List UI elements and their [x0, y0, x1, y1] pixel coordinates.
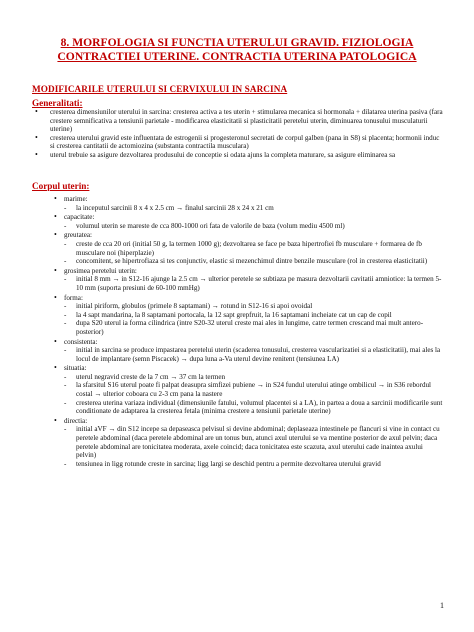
sub-item: - concomitent, se hipertrofiaza si tes conjunctiv, elastic si mezenchimul dintre benzile musculare (rol in cresterea elasticitatii) [32, 257, 444, 266]
list-item: • grosimea peretelui uterin: [32, 267, 444, 276]
sub-item: - cresterea uterina variaza individual (dimensiunile fatului, volumul placentei si a LA), in partea a doua a sarcinii modificarile sunt conditionate de adaptarea la cresterea fetala (minima crestere a tensiunii parietale uterine) [32, 399, 444, 416]
list-item: • cresterea uterului gravid este influentata de estrogenii si progesteronul secretati de corpul galben (pana in S8) si placenta; hormonii induc si cresterea cantitatii de actomiozina (substanta contractila musculara) [32, 134, 444, 151]
section-heading-modificari: MODIFICARILE UTERULUI SI CERVIXULUI IN SARCINA [32, 84, 288, 94]
list-item: • consistenta: [32, 338, 444, 347]
corpul-uterin-list [32, 194, 444, 468]
sub-item: - uterul negravid creste de la 7 cm → 37 cm la termen [32, 373, 444, 382]
list-item: • cresterea dimensiunilor uterului in sarcina: cresterea activa a tes uterin + stimularea mecanica si hormonala + dilatarea uterina pasiva (fara crestere semnificativa a tensiunii parietale - modificarea elasticitatii si plasticitatii peretelui uterin, diminuarea tonusului musculaturii uterine) [32, 108, 444, 134]
sub-item: - initial piriform, globulos (primele 8 saptamani) → rotund in S12-16 si apoi ovoidal [32, 302, 444, 311]
sub-item: - initial aVF → din S12 incepe sa depaseasca pelvisul si devine abdominal; deplaseaza intestinele pe flancuri si vine in contact cu peretele abdominal (daca peretele abdominal are un tonus bun, atunci axul uterului se va mentine posterior de axul pelvin; daca peretele abdominal are tonicitatea moderata, axele coincid; daca tonicitatea este scazuta, axul uterului cade inaintea axului pelvin) [32, 425, 444, 459]
sub-item: - creste de cca 20 ori (initial 50 g, la termen 1000 g); dezvoltarea se face pe baza hipertrofiei fb musculare + formarea de fb musculare noi (hiperplazie) [32, 240, 444, 257]
sub-item: - la inceputul sarcinii 8 x 4 x 2.5 cm → finalul sarcinii 28 x 24 x 21 cm [32, 204, 444, 213]
list-item: • uterul trebuie sa asigure dezvoltarea produsului de conceptie si odata ajuns la completa maturare, sa asigure eliminarea sa [32, 151, 444, 160]
page-title: 8. MORFOLOGIA SI FUNCTIA UTERULUI GRAVID. FIZIOLOGIA CONTRACTIEI UTERINE. CONTRACTIA UTERINA PATOLOGICA [57, 36, 417, 63]
page-number: 1 [440, 601, 444, 610]
sub-item: - initial 8 mm → in S12-16 ajunge la 2.5 cm → ulterior peretele se subtiaza pe masura dezvoltarii cavitatii amniotice: la termen 5-10 mm (suporta presiuni de 60-100 mmHg) [32, 275, 444, 292]
list-item: • forma: [32, 294, 444, 303]
sub-item: - volumul uterin se mareste de cca 800-1000 ori fata de valorile de baza (volum mediu 4500 ml) [32, 222, 444, 231]
list-item: • directia: [32, 417, 444, 426]
list-item: • situatia: [32, 364, 444, 373]
section-heading-corpul-uterin: Corpul uterin: [32, 181, 90, 191]
sub-item: - dupa S20 uterul ia forma cilindrica (intre S20-32 uterul creste mai ales in lungime, catre termen crescand mai mult antero-posterior) [32, 319, 444, 336]
list-item: • capacitate: [32, 213, 444, 222]
sub-item: - tensiunea in ligg rotunde creste in sarcina; ligg largi se deschid pentru a permite dezvoltarea uterului gravid [32, 460, 444, 469]
generalitati-label: Generalitati: [32, 98, 83, 108]
sub-item: - la 4 sapt mandarina, la 8 saptamani portocala, la 12 sapt grepfruit, la 16 saptamani incheiate cat un cap de copil [32, 311, 444, 320]
list-item: • marime: [32, 195, 444, 204]
generalitati-list [32, 108, 444, 160]
sub-item: - initial in sarcina se produce impastarea peretelui uterin (scaderea tonusului, cresterea vascularizatiei si a elasticitatii), mai ales la locul de implantare (semn Piscacek) → dupa luna a-Va uterul devine renitent (tensiunea LA) [32, 346, 444, 363]
list-item: • greutatea: [32, 231, 444, 240]
sub-item: - la sfarsitul S16 uterul poate fi palpat deasupra simfizei pubiene → in S24 fundul uterului atinge ombilicul → in S36 rebordul costal → ulterior coboara cu 2-3 cm pana la nastere [32, 381, 444, 398]
